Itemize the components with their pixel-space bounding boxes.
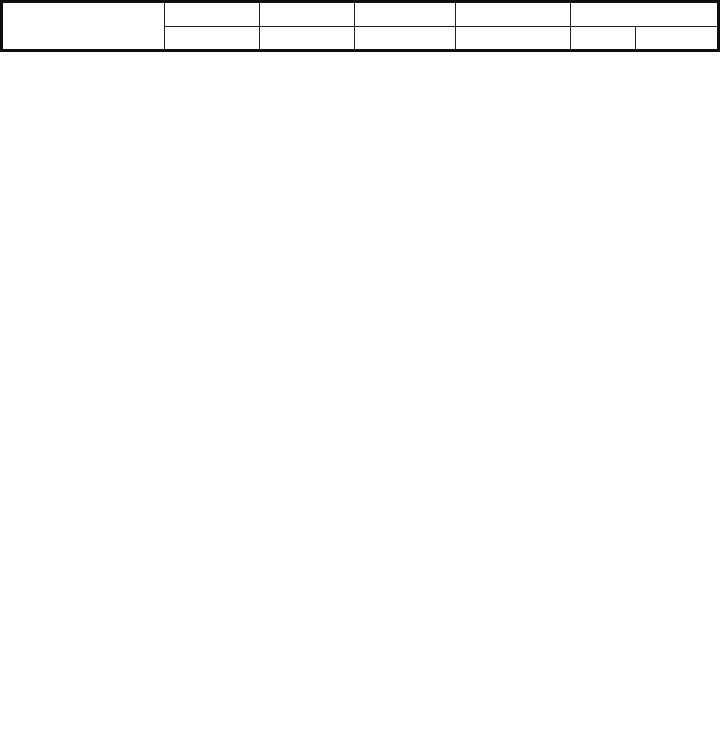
- subheader-breaking-kn: [635, 27, 718, 51]
- column-header-construction: [164, 2, 259, 27]
- subheader-tensile-unit: [455, 27, 570, 51]
- subheader-rhrl: [164, 27, 259, 51]
- subheader-weight-kg: [355, 27, 455, 51]
- column-header-structure: [2, 2, 165, 51]
- column-header-weight: [355, 2, 455, 27]
- column-header-diameter: [260, 2, 355, 27]
- subheader-diameter-mm: [260, 27, 355, 51]
- column-header-tensile-strength: [455, 2, 570, 27]
- subheader-breaking-kg: [571, 27, 635, 51]
- table-header: [2, 2, 719, 51]
- table-body: [2, 51, 719, 747]
- column-header-breaking-load: [571, 2, 719, 27]
